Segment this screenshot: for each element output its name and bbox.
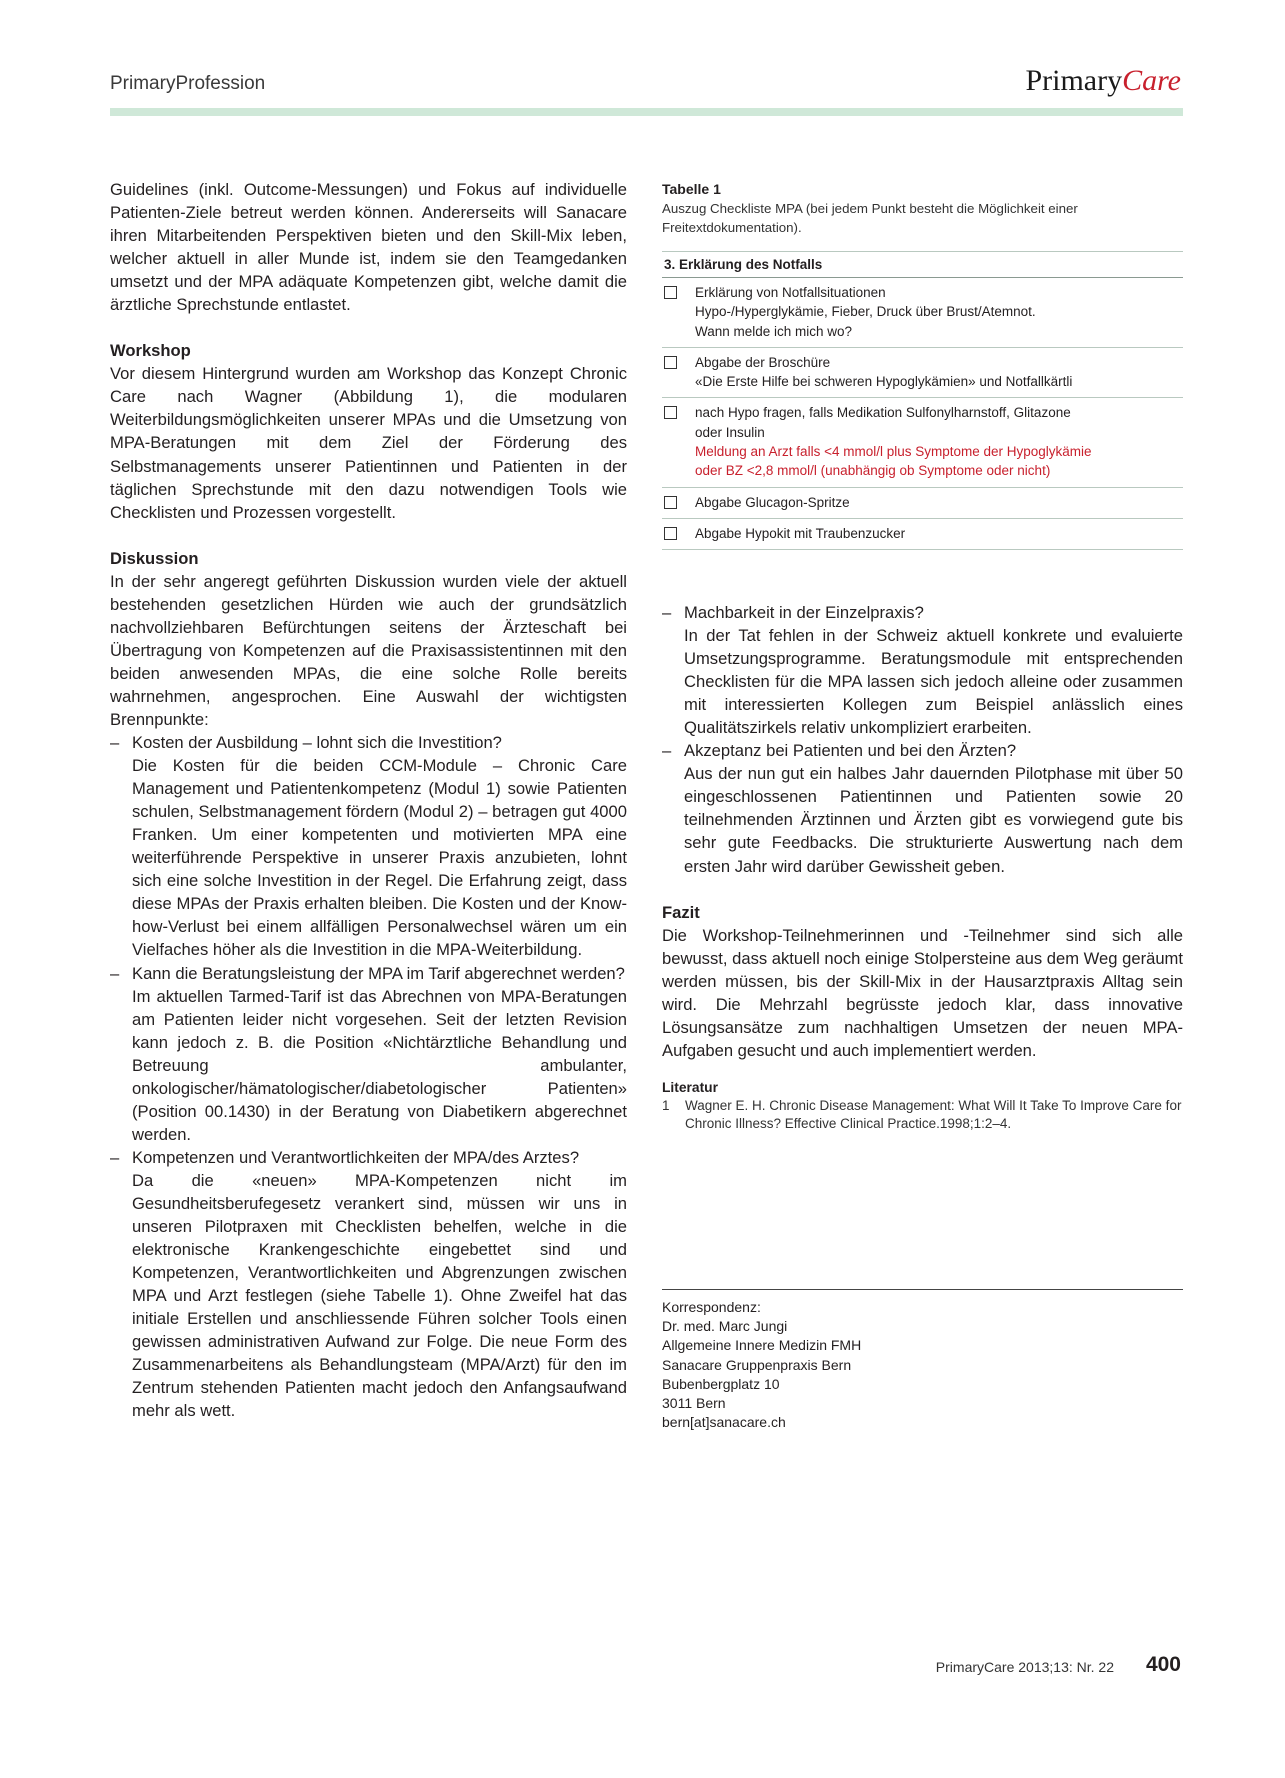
table-row bbox=[662, 398, 1183, 487]
correspondence-block bbox=[662, 1289, 1183, 1432]
reference-number: 1 bbox=[662, 1097, 670, 1113]
table-row-line: Abgabe Hypokit mit Traubenzucker bbox=[695, 525, 906, 541]
list-answer: Da die «neuen» MPA-Kompetenzen nicht im Gesundheitsberufegesetz verankert sind, müssen wir uns in unseren Pilotpraxen mit Checklisten behelfen, welche in die elektronische Krankengeschichte eingebettet sind und Kompetenzen, Verantwortlichkeiten und Abgrenzungen zwischen MPA und Arzt festlegen (siehe Tabelle 1). Ohne Zweifel hat das initiale Erstellen und anschliessende Führen solcher Tools einen gewissen administrativen Aufwand zur Folge. Die neue Form des Zusammenarbeitens als Behandlungsteam (MPA/Arzt) für den im Zentrum stehenden Patienten macht jedoch den Anfangsaufwand mehr als wett. bbox=[132, 1170, 627, 1421]
intro-paragraph: Guidelines (inkl. Outcome-Messungen) und Fokus auf individuelle Patienten-Ziele betreut werden können. Andererseits will Sanacare ihren Mitarbeitenden Perspektiven bieten und den Skill-Mix leben, welcher aktuell in aller Munde ist, indem sie den Teamgedanken umsetzt und der MPA adäquate Kompetenzen gibt, welche damit die ärztliche Sprechstunde entlastet. bbox=[110, 180, 627, 315]
list-question: Kompetenzen und Verantwortlichkeiten der MPA/des Arztes? bbox=[132, 1147, 580, 1167]
table-1 bbox=[662, 180, 1183, 550]
fazit-heading: Fazit bbox=[662, 902, 700, 922]
correspondence-line: 3011 Bern bbox=[662, 1395, 726, 1412]
dash-marker: – bbox=[662, 741, 672, 761]
left-column bbox=[110, 178, 627, 1422]
table-row-alert-line: oder BZ <2,8 mmol/l (unabhängig ob Symptome oder nicht) bbox=[695, 463, 1051, 479]
diskussion-heading: Diskussion bbox=[110, 548, 199, 568]
page-number: 400 bbox=[1145, 1653, 1181, 1676]
checkbox-icon bbox=[664, 286, 677, 299]
table-row-text bbox=[695, 524, 905, 543]
table-caption: Auszug Checkliste MPA (bei jedem Punkt besteht die Möglichkeit einer Freitextdokumentation). bbox=[662, 201, 1078, 235]
table-row-line: Wann melde ich mich wo? bbox=[695, 323, 853, 339]
list-item bbox=[110, 962, 627, 1146]
list-question: Kann die Beratungsleistung der MPA im Tarif abgerechnet werden? bbox=[132, 963, 625, 983]
dash-marker: – bbox=[110, 963, 120, 983]
correspondence-email[interactable]: bern[at]sanacare.ch bbox=[662, 1414, 786, 1431]
table-row-line: Erklärung von Notfallsituationen bbox=[695, 285, 886, 300]
list-answer: In der Tat fehlen in der Schweiz aktuell konkrete und evaluierte Umsetzungsprogramme. Beratungsmodule mit entsprechenden Checklisten für die MPA lassen sich jedoch alleine oder zusammen mit interessierten Kollegen zum Beispiel anlässlich eines Qualitätszirkels relativ unkompliziert erarbeiten. bbox=[684, 626, 1183, 738]
table-row-text bbox=[695, 283, 1036, 341]
table-row-line: oder Insulin bbox=[695, 424, 765, 440]
header-rule bbox=[110, 108, 1183, 116]
list-answer: Aus der nun gut ein halbes Jahr dauernden Pilotphase mit über 50 eingeschlossenen Patientinnen und Patienten sowie 20 teilnehmenden Ärztinnen und Ärzten gibt es vorwiegend gute bis sehr gute Feedbacks. Die strukturierte Auswertung nach dem ersten Jahr wird darüber Gewissheit geben. bbox=[684, 764, 1183, 876]
right-column bbox=[662, 601, 1183, 1134]
table-row bbox=[662, 278, 1183, 348]
list-item bbox=[110, 1146, 627, 1423]
literatur-heading: Literatur bbox=[662, 1079, 718, 1095]
table-row-text bbox=[695, 403, 1092, 480]
list-question: Machbarkeit in der Einzelpraxis? bbox=[684, 603, 924, 622]
table-row bbox=[662, 348, 1183, 399]
table-row bbox=[662, 519, 1183, 550]
workshop-paragraph: Vor diesem Hintergrund wurden am Workshop das Konzept Chronic Care nach Wagner (Abbildung 1), die modularen Weiterbildungsmöglichkeiten unserer MPAs und die Umsetzung von MPA-Beratungen mit dem Ziel der Förderung des Selbstmanagements unserer Patientinnen und Patienten in der täglichen Sprechstunde mit den dazu notwendigen Tools wie Checklisten und Prozessen vorgestellt. bbox=[110, 364, 627, 522]
logo-care: Care bbox=[1122, 64, 1181, 97]
list-item bbox=[110, 731, 627, 961]
table-row-line: nach Hypo fragen, falls Medikation Sulfonylharnstoff, Glitazone bbox=[695, 405, 1071, 421]
table-row-line: Abgabe Glucagon-Spritze bbox=[695, 494, 850, 510]
table-row-line: Abgabe der Broschüre bbox=[695, 354, 831, 370]
dash-marker: – bbox=[662, 603, 672, 622]
section-title: PrimaryProfession bbox=[110, 73, 266, 94]
fazit-paragraph: Die Workshop-Teilnehmerinnen und -Teilnehmer sind sich alle bewusst, dass aktuell noch einige Stolpersteine aus dem Weg geräumt werden müssen, bis der Skill-Mix in der Hausarztpraxis Alltag sein wird. Die Mehrzahl begrüsste jedoch klar, dass innovative Lösungsansätze zum nachhaltigen Umsetzen der neuen MPA-Aufgaben gesucht und auch implementiert werden. bbox=[662, 925, 1183, 1060]
checkbox-icon bbox=[664, 356, 677, 369]
table-row bbox=[662, 488, 1183, 519]
journal-logo bbox=[1025, 64, 1181, 98]
table-label: Tabelle 1 bbox=[662, 181, 721, 197]
logo-primary: Primary bbox=[1025, 64, 1123, 97]
footer-journal: PrimaryCare 2013;13: Nr. 22 bbox=[935, 1659, 1114, 1675]
table-row-line: «Die Erste Hilfe bei schweren Hypoglykämien» und Notfallkärtli bbox=[695, 374, 1073, 390]
dash-marker: – bbox=[110, 733, 120, 753]
correspondence-line: Allgemeine Innere Medizin FMH bbox=[662, 1337, 862, 1354]
correspondence-line: Bubenbergplatz 10 bbox=[662, 1375, 780, 1392]
table-header: 3. Erklärung des Notfalls bbox=[662, 251, 1183, 278]
table-row-text bbox=[695, 493, 850, 512]
reference-text: Wagner E. H. Chronic Disease Management: What Will It Take To Improve Care for Chronic Illness? Effective Clinical Practice.1998;1:2–4. bbox=[685, 1097, 1182, 1132]
list-question: Kosten der Ausbildung – lohnt sich die Investition? bbox=[132, 733, 502, 753]
list-question: Akzeptanz bei Patienten und bei den Ärzten? bbox=[684, 741, 1017, 761]
table-row-line: Hypo-/Hyperglykämie, Fieber, Druck über Brust/Atemnot. bbox=[695, 304, 1036, 320]
correspondence-line: Sanacare Gruppenpraxis Bern bbox=[662, 1356, 852, 1373]
dash-marker: – bbox=[110, 1147, 120, 1167]
checkbox-icon bbox=[664, 496, 677, 509]
diskussion-paragraph: In der sehr angeregt geführten Diskussion wurden viele der aktuell bestehenden gesetzlichen Hürden wie auch der grundsätzlich nachvollziehbaren Befürchtungen seitens der Ärzteschaft bei Übertragung von Kompetenzen auf die Praxisassistentinnen mit den beiden anwesenden MPAs, die eine solche Rolle bereits wahrnehmen, angesprochen. Eine Auswahl der wichtigsten Brennpunkte: bbox=[110, 571, 627, 729]
table-row-text bbox=[695, 353, 1072, 392]
correspondence-label: Korrespondenz: bbox=[662, 1299, 761, 1315]
list-answer: Die Kosten für die beiden CCM-Module – Chronic Care Management und Patientenkompetenz (Modul 1) sowie Patienten schulen, Selbstmanagement fördern (Modul 2) – betragen gut 4000 Franken. Um einer kompetenten und motivierten MPA eine weiterführende Perspektive in unserer Praxis anzubieten, lohnt sich eine solche Investition in der Regel. Die Erfahrung zeigt, dass diese MPAs der Praxis erhalten bleiben. Die Kosten und der Know-how-Verlust bei einem allfälligen Personalwechsel wären um ein Vielfaches höher als die Investition in die MPA-Weiterbildung. bbox=[132, 756, 627, 960]
list-item bbox=[662, 601, 1183, 739]
reference-item bbox=[662, 1097, 1183, 1134]
correspondence-line: Dr. med. Marc Jungi bbox=[662, 1318, 788, 1335]
checkbox-icon bbox=[664, 527, 677, 540]
list-item bbox=[662, 739, 1183, 877]
list-answer: Im aktuellen Tarmed-Tarif ist das Abrechnen von MPA-Beratungen am Patienten leider nicht vorgesehen. Seit der letzten Revision kann jedoch z. B. die Position «Nichtärztliche Behandlung und Betreuung ambulanter, onkologischer/hämatologischer/diabetologischer Patienten» (Position 00.1430) in der Beratung von Diabetikern abgerechnet werden. bbox=[132, 986, 627, 1144]
checkbox-icon bbox=[664, 406, 677, 419]
workshop-heading: Workshop bbox=[110, 341, 191, 361]
table-row-alert-line: Meldung an Arzt falls <4 mmol/l plus Symptome der Hypoglykämie bbox=[695, 444, 1092, 460]
